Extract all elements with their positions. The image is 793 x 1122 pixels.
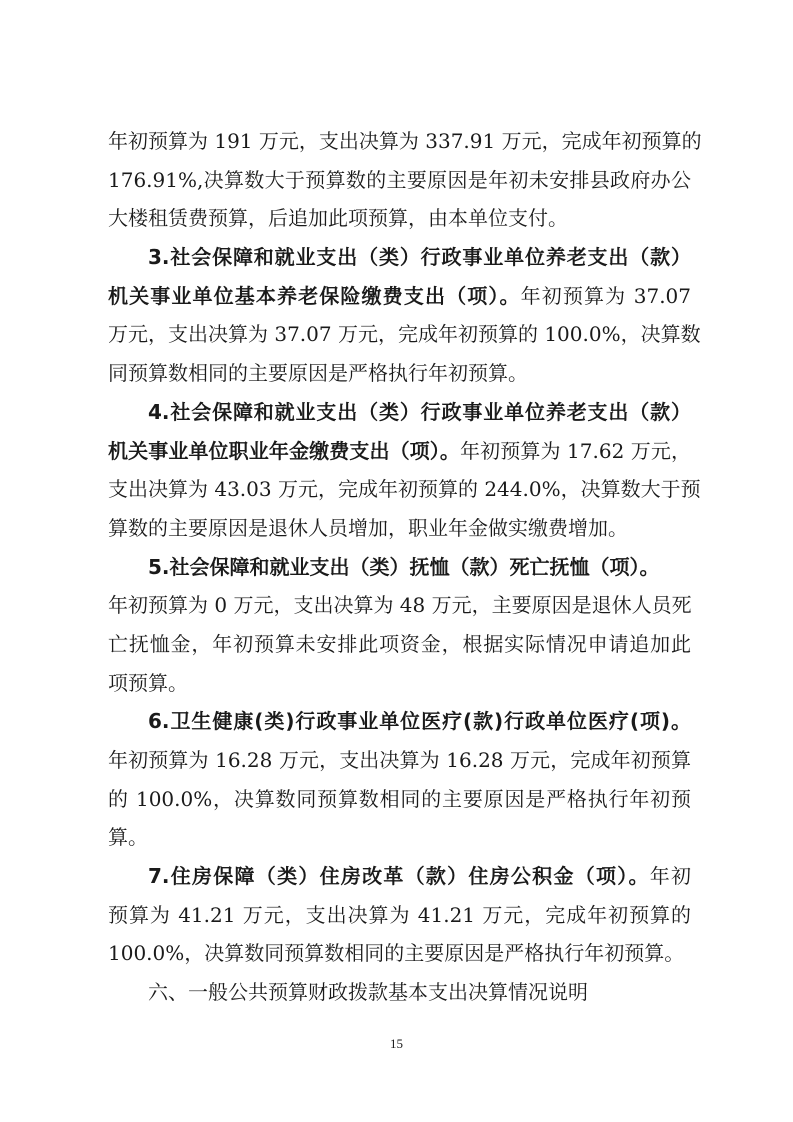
text-line: 支出决算为 43.03 万元，完成年初预算的 244.0%，决算数大于预 [108,477,701,502]
item3-title: 3.社会保障和就业支出（类）行政事业单位养老支出（款） [148,245,691,270]
text-line: 算。 [108,825,148,850]
item3-title-bold: 机关事业单位基本养老保险缴费支出（项）。 [108,283,521,308]
text-line: 176.91%,决算数大于预算数的主要原因是年初未安排县政府办公 [108,167,691,192]
item7-title-line [108,857,691,896]
item7-title-bold: 7.住房保障（类）住房改革（款）住房公积金（项）。 [148,864,650,889]
item4-title: 4.社会保障和就业支出（类）行政事业单位养老支出（款） [148,399,691,424]
item4-title-line2 [108,432,691,471]
section-heading: 六、一般公共预算财政拨款基本支出决算情况说明 [148,980,588,1005]
text-line: 项预算。 [108,670,188,695]
text-line: 100.0%，决算数同预算数相同的主要原因是严格执行年初预算。 [108,941,685,966]
text-line: 亡抚恤金，年初预算未安排此项资金，根据实际情况申请追加此 [108,631,691,656]
text-line: 万元，支出决算为 37.07 万元，完成年初预算的 100.0%，决算数 [108,322,701,347]
item5-title: 5.社会保障和就业支出（类）抚恤（款）死亡抚恤（项）。 [148,554,660,579]
item3-title-rest: 年初预算为 37.07 [520,283,692,308]
page-number: 15 [390,1036,403,1051]
item6-title: 6.卫生健康(类)行政事业单位医疗(款)行政单位医疗(项)。 [148,709,691,734]
text-line: 大楼租赁费预算，后追加此项预算，由本单位支付。 [108,206,568,231]
text-line: 年初预算为 16.28 万元，支出决算为 16.28 万元，完成年初预算 [108,748,691,772]
text-line: 算数的主要原因是退休人员增加，职业年金做实缴费增加。 [108,515,628,540]
text-line: 同预算数相同的主要原因是严格执行年初预算。 [108,361,528,386]
item7-title-rest: 年初 [649,864,692,889]
item4-title-bold: 机关事业单位职业年金缴费支出（项）。 [108,438,461,463]
text-line: 的 100.0%，决算数同预算数相同的主要原因是严格执行年初预 [108,786,691,811]
item4-title-rest: 年初预算为 17.62 万元， [460,438,691,463]
text-line: 年初预算为 191 万元，支出决算为 337.91 万元，完成年初预算的 [108,129,702,153]
text-line: 年初预算为 0 万元，支出决算为 48 万元，主要原因是退休人员死 [108,593,692,618]
document-body [108,122,702,1012]
item3-title-line2 [108,277,691,316]
text-line: 预算为 41.21 万元，支出决算为 41.21 万元，完成年初预算的 [108,902,691,927]
